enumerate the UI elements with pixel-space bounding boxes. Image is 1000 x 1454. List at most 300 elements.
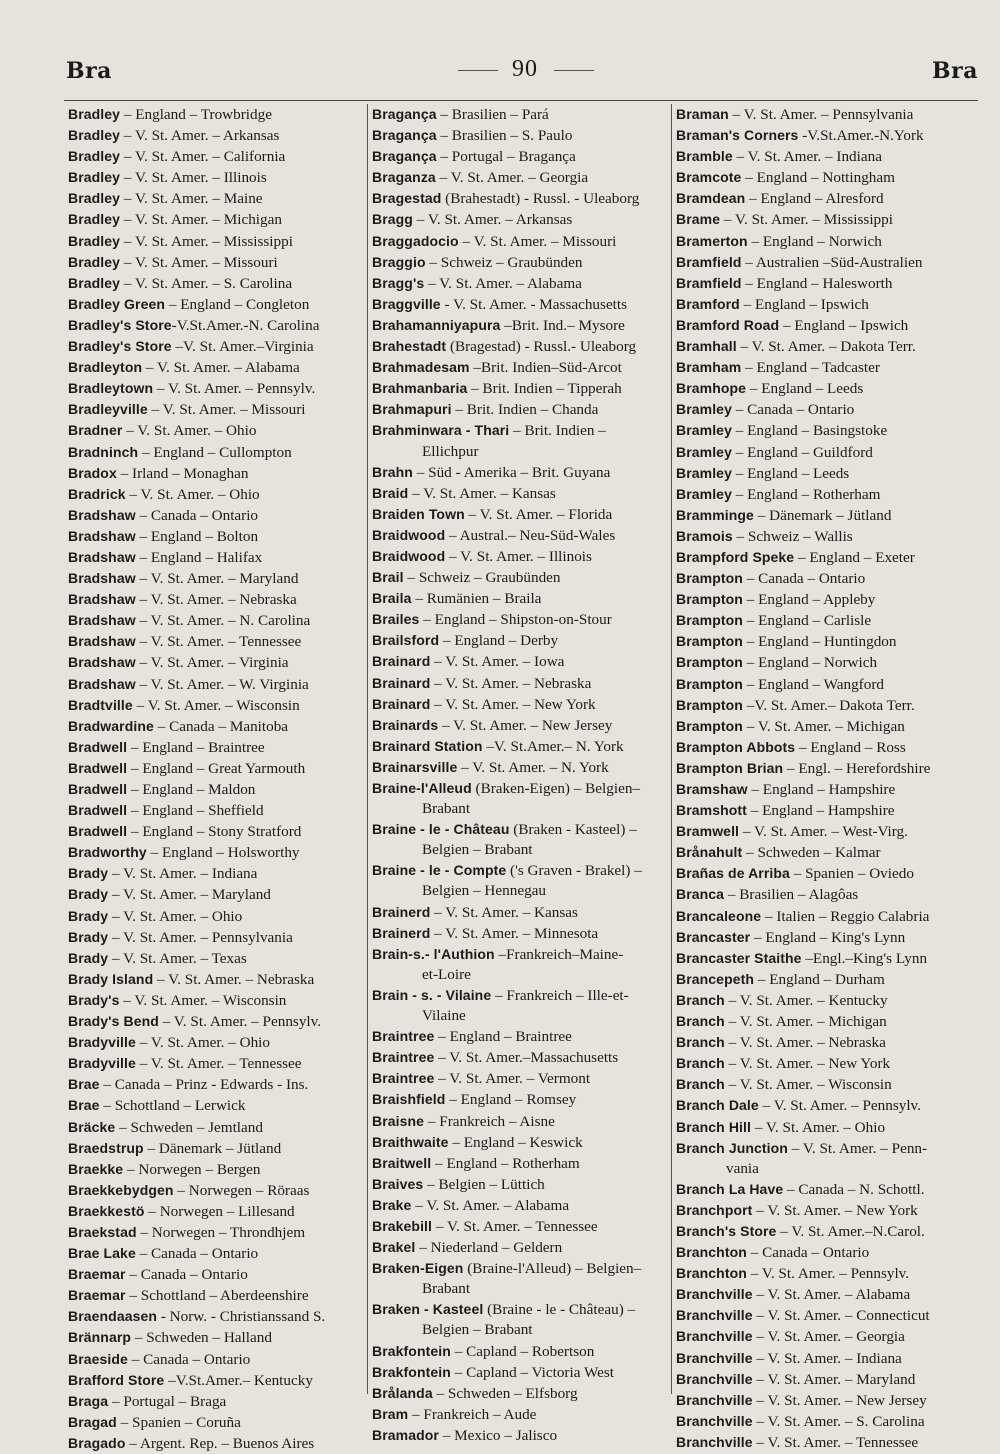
entry-location: – V. St. Amer. – Maine xyxy=(120,190,263,208)
entry-headword: Brakebill xyxy=(372,1217,433,1234)
gazetteer-entry xyxy=(372,231,642,252)
gazetteer-entry xyxy=(68,1306,325,1327)
entry-location: –Brit. Indien–Süd-Arcot xyxy=(469,359,622,377)
gazetteer-entry xyxy=(68,209,325,230)
gazetteer-entry xyxy=(676,1095,930,1116)
entry-headword: Bradley xyxy=(68,274,121,291)
entry-location: – England – Huntingdon xyxy=(742,633,897,651)
entry-location: – V. St. Amer. – Pennsylv. xyxy=(746,1265,910,1283)
entry-headword: Branchville xyxy=(676,1433,753,1450)
entry-location: – V. St. Amer.–N.Carol. xyxy=(776,1222,925,1240)
entry-headword: Branch xyxy=(676,1055,725,1072)
entry-location: – V. St. Amer. – New York xyxy=(752,1201,918,1219)
entry-headword: Bradley xyxy=(68,253,121,270)
entry-location: – Canada – Ontario xyxy=(135,1245,259,1263)
entry-location: – England – Leeds xyxy=(746,380,864,398)
entry-headword: Bragado xyxy=(68,1434,126,1451)
entry-location: – V. St. Amer. – Tennessee xyxy=(135,633,302,651)
entry-location: (Braine - le - Château) – xyxy=(483,1301,636,1319)
gazetteer-entry xyxy=(372,819,642,840)
gazetteer-entry xyxy=(372,546,642,567)
entry-location: – V. St. Amer. – Nebraska xyxy=(430,674,592,692)
entry-location: – England – Hampshire xyxy=(747,781,896,798)
entry-location: – England – Norwich xyxy=(742,654,878,672)
gazetteer-entry xyxy=(372,1047,642,1068)
entry-continuation xyxy=(372,881,642,901)
gazetteer-entry xyxy=(676,906,930,927)
entry-location: – V. St. Amer. – Pennsylvania xyxy=(108,928,293,946)
entry-headword: Braithwaite xyxy=(372,1133,449,1150)
entry-location: – Schweden – Elfsborg xyxy=(432,1384,578,1402)
gazetteer-entry xyxy=(68,1032,325,1053)
entry-headword: Braman xyxy=(676,106,729,122)
entry-location: – England – Sheffield xyxy=(127,802,264,820)
gazetteer-entry xyxy=(372,315,642,336)
gazetteer-entry xyxy=(676,716,930,737)
entry-location: – V. St. Amer. – West-Virg. xyxy=(739,823,908,841)
entry-headword: Branca xyxy=(676,886,725,903)
entry-location: – England – Romsey xyxy=(445,1091,577,1109)
entry-location: –V. St. Amer.–Virginia xyxy=(171,338,314,356)
entry-location: – England – Wangford xyxy=(742,675,884,693)
entry-headword: Braives xyxy=(372,1175,424,1192)
entry-location: –Frankreich–Maine- xyxy=(494,945,624,963)
gazetteer-entry xyxy=(676,294,930,315)
entry-location: – England – Great Yarmouth xyxy=(127,759,306,777)
entry-headword: Brain-s.- l'Authion xyxy=(372,945,495,962)
gazetteer-entry xyxy=(68,294,325,315)
entry-location: – England – Ipswich xyxy=(779,316,909,334)
gazetteer-entry xyxy=(68,842,325,863)
entry-location: – England – Derby xyxy=(439,632,559,650)
entry-headword: Bradyville xyxy=(68,1034,136,1051)
entry-headword: Braiden Town xyxy=(372,505,465,522)
entry-continuation xyxy=(372,799,642,819)
gazetteer-entry xyxy=(676,484,930,505)
gazetteer-entry xyxy=(68,737,325,758)
entry-headword: Braemar xyxy=(68,1266,126,1283)
entry-headword: Bramble xyxy=(676,148,733,165)
gazetteer-entry xyxy=(676,631,930,652)
gazetteer-entry xyxy=(676,1074,930,1095)
entry-headword: Brainarsville xyxy=(372,758,458,775)
entry-location: – Belgien – Lüttich xyxy=(423,1175,545,1193)
entry-location: – V. St. Amer. – Michigan xyxy=(120,211,282,229)
gazetteer-entry xyxy=(68,568,325,589)
gazetteer-entry xyxy=(676,1432,930,1453)
entry-headword: Brake xyxy=(372,1196,412,1213)
entry-headword: Bramerton xyxy=(676,232,748,249)
entry-headword: Bramhall xyxy=(676,338,737,355)
entry-headword: Brainard xyxy=(372,695,431,712)
entry-headword: Brännarp xyxy=(68,1329,132,1346)
gazetteer-entry xyxy=(676,589,930,610)
entry-headword: Brampton Brian xyxy=(676,759,784,776)
entry-headword: Bradworthy xyxy=(68,844,147,861)
entry-headword: Brancaster Staithe xyxy=(676,949,802,966)
entry-headword: Bragança xyxy=(372,148,437,165)
entry-headword: Brampton xyxy=(676,717,743,734)
entry-location: – V. St. Amer. – Maryland xyxy=(752,1370,916,1388)
gazetteer-entry xyxy=(68,1370,325,1391)
gazetteer-entry xyxy=(68,1053,325,1074)
entry-headword: Branchville xyxy=(676,1307,753,1324)
gazetteer-entry xyxy=(372,1068,642,1089)
entry-headword: Brame xyxy=(676,211,721,228)
entry-location: – V. St. Amer. – Alabama xyxy=(142,359,300,377)
gazetteer-entry xyxy=(372,651,642,672)
gazetteer-entry xyxy=(68,1391,325,1412)
entry-location: – V. St. Amer. – New York xyxy=(724,1055,891,1073)
gazetteer-entry xyxy=(676,1200,930,1221)
entry-headword: Brancepeth xyxy=(676,970,755,987)
gazetteer-entry xyxy=(68,399,325,420)
entry-location: – England – Alresford xyxy=(745,190,884,208)
entry-headword: Bramois xyxy=(676,527,733,544)
entry-location: - Norw. - Christianssand S. xyxy=(157,1308,326,1326)
gazetteer-entry xyxy=(68,779,325,800)
entry-location: (Braine-l'Alleud) – Belgien– xyxy=(463,1260,642,1278)
entry-location: – Rumänien – Braila xyxy=(411,590,542,608)
entry-headword: Braga xyxy=(68,1392,109,1409)
entry-headword: Brahn xyxy=(372,463,413,480)
entry-continuation-text: Vilaine xyxy=(422,1007,466,1025)
gazetteer-entry xyxy=(68,1412,325,1433)
gazetteer-entry xyxy=(676,252,930,273)
entry-location: – V. St. Amer. – Connecticut xyxy=(752,1307,930,1325)
entry-headword: Bradley xyxy=(68,148,121,165)
entry-headword: Brainard xyxy=(372,674,431,691)
entry-headword: Bramfield xyxy=(676,253,742,270)
entry-headword: Bradley xyxy=(68,232,121,249)
entry-location: – England – Stony Stratford xyxy=(127,823,302,841)
column-3 xyxy=(676,104,930,1453)
entry-headword: Branchton xyxy=(676,1244,747,1261)
entry-headword: Braintree xyxy=(372,1070,435,1087)
entry-headword: Bradwell xyxy=(68,823,128,840)
entry-headword: Brålanda xyxy=(372,1384,433,1401)
entry-headword: Branchport xyxy=(676,1201,753,1218)
header-left-keyword: Bra xyxy=(66,58,112,84)
gazetteer-entry xyxy=(372,1362,642,1383)
gazetteer-entry xyxy=(676,378,930,399)
gazetteer-entry xyxy=(68,547,325,568)
entry-headword: Bradshaw xyxy=(68,612,136,629)
entry-headword: Bradrick xyxy=(68,485,126,502)
gazetteer-entry xyxy=(372,1404,642,1425)
entry-headword: Bragança xyxy=(372,127,437,144)
gazetteer-entry xyxy=(372,1026,642,1047)
entry-location: – V. St. Amer. – Nebraska xyxy=(135,591,297,609)
entry-headword: Braine - le - Compte xyxy=(372,862,507,879)
entry-location: (Braken - Kasteel) – xyxy=(509,821,637,839)
gazetteer-entry xyxy=(68,1264,325,1285)
gazetteer-entry xyxy=(372,209,642,230)
entry-location: – Niederland – Geldern xyxy=(415,1239,563,1257)
entry-headword: Branch Hill xyxy=(676,1118,752,1135)
gazetteer-entry xyxy=(68,610,325,631)
entry-headword: Brainerd xyxy=(372,924,431,941)
entry-location: – Austral.– Neu-Süd-Wales xyxy=(445,526,616,544)
entry-headword: Brancaleone xyxy=(676,907,762,924)
gazetteer-entry xyxy=(68,800,325,821)
entry-headword: Brahamanniyapura xyxy=(372,316,501,333)
entry-headword: Bramshaw xyxy=(676,781,748,797)
entry-continuation xyxy=(372,840,642,860)
entry-headword: Brånahult xyxy=(676,844,743,861)
entry-location: – Mexico – Jalisco xyxy=(438,1426,558,1444)
entry-location: – V. St. Amer. – S. Carolina xyxy=(752,1412,925,1430)
entry-location: – V. St. Amer. – Iowa xyxy=(430,653,565,671)
entry-headword: Braintree xyxy=(372,1049,435,1066)
entry-headword: Branchton xyxy=(676,1265,747,1282)
gazetteer-entry xyxy=(68,442,325,463)
entry-location: –Brit. Ind.– Mysore xyxy=(500,316,625,334)
entry-location: – Canada – Ontario xyxy=(127,1350,251,1368)
gazetteer-entry xyxy=(68,906,325,927)
entry-headword: Brainerd xyxy=(372,903,431,920)
entry-headword: Bramwell xyxy=(676,823,740,840)
gazetteer-entry xyxy=(68,1117,325,1138)
entry-headword: Brailes xyxy=(372,611,420,628)
gazetteer-entry xyxy=(68,990,325,1011)
entry-location: – England – Halesworth xyxy=(741,274,893,292)
gazetteer-entry xyxy=(372,504,642,525)
entry-location: – Canada – Ontario xyxy=(742,570,866,588)
entry-location: – V. St. Amer. – Mississippi xyxy=(120,232,293,250)
entry-continuation xyxy=(372,1320,642,1340)
gazetteer-entry xyxy=(676,821,930,842)
entry-headword: Bradwardine xyxy=(68,717,154,734)
entry-headword: Branch Dale xyxy=(676,1097,759,1114)
entry-headword: Braitwell xyxy=(372,1154,432,1171)
gazetteer-entry xyxy=(676,948,930,969)
entry-headword: Branch xyxy=(676,1013,725,1030)
entry-location: – V. St. Amer. – S. Carolina xyxy=(120,274,293,292)
entry-headword: Braman's Corners xyxy=(676,127,799,144)
gazetteer-entry xyxy=(676,927,930,948)
entry-location: (Braken-Eigen) – Belgien– xyxy=(471,780,641,797)
entry-headword: Brakel xyxy=(372,1239,416,1256)
entry-headword: Brampton xyxy=(676,612,743,629)
gazetteer-entry xyxy=(68,167,325,188)
gazetteer-entry xyxy=(676,1411,930,1432)
entry-location: – V. St. Amer. – Missouri xyxy=(458,232,617,250)
entry-headword: Bradninch xyxy=(68,443,139,460)
entry-headword: Braggadocio xyxy=(372,232,459,249)
entry-headword: Bramley xyxy=(676,464,732,481)
entry-headword: Bradtville xyxy=(68,696,133,713)
entry-headword: Brae xyxy=(68,1097,100,1114)
gazetteer-entry xyxy=(676,209,930,230)
entry-location: – V. St. Amer. – Illinois xyxy=(120,169,267,187)
entry-location: – England – Rotherham xyxy=(731,485,881,503)
gazetteer-entry xyxy=(372,1153,642,1174)
gazetteer-entry xyxy=(676,273,930,294)
entry-headword: Bradley xyxy=(68,190,121,207)
gazetteer-entry xyxy=(372,483,642,504)
entry-location: – England – Braintree xyxy=(127,738,265,756)
gazetteer-entry xyxy=(68,357,325,378)
gazetteer-entry xyxy=(68,378,325,399)
gazetteer-entry xyxy=(372,630,642,651)
entry-location: – V. St. Amer. – Georgia xyxy=(752,1328,905,1346)
entry-location: – V. St. Amer. – Alabama xyxy=(424,274,582,292)
entry-location: – Spanien – Coruña xyxy=(116,1413,241,1431)
gazetteer-entry xyxy=(372,567,642,588)
entry-location: –V. St. Amer.– Dakota Terr. xyxy=(742,696,915,714)
entry-headword: Bradshaw xyxy=(68,570,136,587)
gazetteer-entry xyxy=(676,863,930,884)
gazetteer-entry xyxy=(676,779,930,800)
entry-location: – V. St. Amer.–Massachusetts xyxy=(434,1049,619,1067)
entry-location: – England – Durham xyxy=(754,970,885,988)
entry-headword: Bramley xyxy=(676,485,732,502)
entry-headword: Bramley xyxy=(676,443,732,460)
entry-headword: Bräcke xyxy=(68,1118,116,1135)
gazetteer-entry xyxy=(676,399,930,420)
entry-location: – V. St. Amer. – Alabama xyxy=(752,1286,911,1304)
gazetteer-entry xyxy=(68,1159,325,1180)
entry-location: – V. St. Amer. – Mississippi xyxy=(720,211,893,229)
gazetteer-entry xyxy=(68,758,325,779)
gazetteer-entry xyxy=(68,1180,325,1201)
entry-headword: Bradleytown xyxy=(68,380,154,397)
entry-headword: Bradshaw xyxy=(68,506,136,523)
entry-location: – Schottland – Lerwick xyxy=(99,1097,246,1115)
gazetteer-entry xyxy=(676,1032,930,1053)
entry-location: – Australien –Süd-Australien xyxy=(741,253,923,271)
entry-headword: Bradley Green xyxy=(68,295,166,312)
gazetteer-entry xyxy=(68,948,325,969)
entry-location: – V. St. Amer. – Missouri xyxy=(147,401,306,419)
entry-location: – V. St. Amer. – Ohio xyxy=(108,907,243,925)
entry-headword: Brampton xyxy=(676,633,743,650)
entry-location: – Süd - Amerika – Brit. Guyana xyxy=(412,463,611,481)
entry-location: – Schweiz – Graubünden xyxy=(403,569,561,587)
gazetteer-entry xyxy=(372,1174,642,1195)
gazetteer-entry xyxy=(372,125,642,146)
gazetteer-entry xyxy=(68,252,325,273)
entry-headword: Bradshaw xyxy=(68,654,136,671)
gazetteer-entry xyxy=(372,1132,642,1153)
entry-location: – Engl. – Herefordshire xyxy=(783,759,931,777)
page-number: 90 xyxy=(512,56,538,82)
entry-location: – England – Carlisle xyxy=(742,612,872,630)
entry-continuation-text: et-Loire xyxy=(422,965,471,983)
entry-location: – Argent. Rep. – Buenos Aires xyxy=(125,1434,315,1452)
entry-headword: Bragad xyxy=(68,1413,117,1430)
entry-headword: Branch's Store xyxy=(676,1222,777,1239)
gazetteer-entry xyxy=(372,1237,642,1258)
gazetteer-entry xyxy=(68,273,325,294)
entry-headword: Bradwell xyxy=(68,738,128,755)
entry-headword: Bradwell xyxy=(68,759,128,776)
entry-location: – V. St. Amer. – Maryland xyxy=(135,570,299,588)
gazetteer-entry xyxy=(68,104,325,125)
entry-headword: Branch Junction xyxy=(676,1139,788,1156)
entry-location: – V. St. Amer. – Texas xyxy=(108,949,247,967)
entry-headword: Braendaasen xyxy=(68,1308,158,1325)
header-right-keyword: Bra xyxy=(932,58,978,84)
entry-location: – Brit. Indien – xyxy=(509,422,606,440)
entry-headword: Brampton xyxy=(676,675,743,692)
entry-headword: Brampton xyxy=(676,591,743,608)
gazetteer-entry xyxy=(68,505,325,526)
header-rule xyxy=(64,100,978,101)
gazetteer-entry xyxy=(676,652,930,673)
gazetteer-entry xyxy=(372,944,642,965)
gazetteer-entry xyxy=(676,990,930,1011)
gazetteer-entry xyxy=(372,673,642,694)
entry-continuation-text: Ellichpur xyxy=(422,442,479,460)
entry-location: – Canada – N. Schottl. xyxy=(783,1180,925,1198)
entry-headword: Braggville xyxy=(372,295,441,312)
entry-headword: Brahestadt xyxy=(372,338,447,355)
entry-headword: Brady xyxy=(68,865,109,882)
gazetteer-entry xyxy=(676,1117,930,1138)
entry-headword: Braidwood xyxy=(372,526,446,543)
entry-headword: Branch xyxy=(676,1034,725,1051)
entry-continuation-text: Brabant xyxy=(422,800,471,818)
entry-headword: Brailsford xyxy=(372,632,440,649)
gazetteer-entry xyxy=(676,1179,930,1200)
entry-headword: Brampton xyxy=(676,654,743,671)
entry-headword: Bradleyton xyxy=(68,359,143,376)
entry-location: – V. St. Amer. – New Jersey xyxy=(438,716,613,734)
gazetteer-entry xyxy=(676,1284,930,1305)
entry-location: – V. St. Amer. – Wisconsin xyxy=(119,991,287,1009)
gazetteer-entry xyxy=(372,525,642,546)
entry-location: – Canada – Ontario xyxy=(125,1266,248,1284)
column-divider xyxy=(671,104,672,1394)
entry-headword: Bradox xyxy=(68,464,117,481)
gazetteer-entry xyxy=(676,505,930,526)
gazetteer-entry xyxy=(676,737,930,758)
entry-headword: Bramcote xyxy=(676,169,742,186)
entry-location: – England – Basingstoke xyxy=(731,422,888,440)
gazetteer-entry xyxy=(68,526,325,547)
entry-headword: Bramley xyxy=(676,422,732,439)
entry-headword: Brainard xyxy=(372,653,431,670)
entry-headword: Brail xyxy=(372,569,404,586)
gazetteer-entry xyxy=(372,923,642,944)
entry-location: – Frankreich – Ille-et- xyxy=(491,986,629,1004)
entry-location: – V. St. Amer. – Wisconsin xyxy=(724,1076,892,1094)
entry-continuation-text: vania xyxy=(726,1159,759,1177)
entry-headword: Bradner xyxy=(68,422,123,439)
entry-location: – England – Congleton xyxy=(165,295,310,313)
entry-headword: Bradley's Store xyxy=(68,316,172,333)
entry-location: – Dänemark – Jütland xyxy=(753,506,892,524)
entry-location: – V. St. Amer. – W. Virginia xyxy=(135,675,309,693)
gazetteer-entry xyxy=(68,1433,325,1454)
entry-location: – V. St. Amer. – Florida xyxy=(464,505,613,523)
gazetteer-entry xyxy=(676,568,930,589)
entry-headword: Braedstrup xyxy=(68,1139,144,1156)
gazetteer-entry xyxy=(676,1390,930,1411)
entry-headword: Branch xyxy=(676,991,725,1008)
entry-headword: Braine-l'Alleud xyxy=(372,780,472,796)
entry-location: – Schweden – Halland xyxy=(131,1329,272,1347)
entry-location: – V. St. Amer. – Indiana xyxy=(732,148,882,166)
gazetteer-entry xyxy=(68,716,325,737)
entry-headword: Bradley xyxy=(68,169,121,186)
gazetteer-entry xyxy=(372,860,642,881)
gazetteer-entry xyxy=(676,1221,930,1242)
gazetteer-entry xyxy=(372,399,642,420)
entry-headword: Branchville xyxy=(676,1391,753,1408)
